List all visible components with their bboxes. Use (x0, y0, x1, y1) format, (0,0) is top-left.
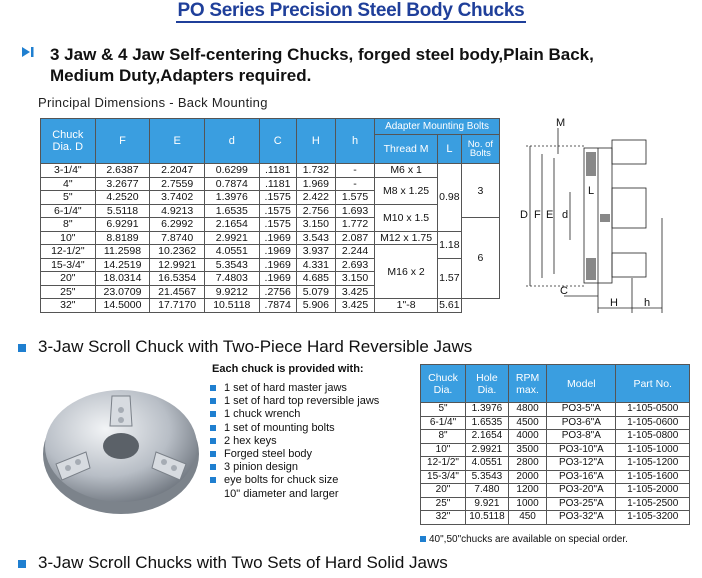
cell-E: 16.5354 (150, 272, 205, 286)
list-item: 1 set of hard top reversible jaws (206, 395, 379, 408)
table-row (421, 470, 690, 484)
cell-F: 5.5118 (95, 204, 150, 218)
cell-d: 9.9212 (204, 285, 259, 299)
cell-F: 14.2519 (95, 258, 150, 272)
cell-C: .7874 (259, 299, 296, 313)
cell-rpm: 1200 (508, 484, 546, 498)
cell-part: 1-105-1000 (616, 443, 690, 457)
cell-part: 1-105-0500 (616, 403, 690, 417)
cell-F: 14.5000 (95, 299, 150, 313)
cell-rpm: 2000 (508, 470, 546, 484)
cell-C: .1181 (259, 164, 296, 178)
cell-F: 8.8189 (95, 231, 150, 245)
cell-H: 5.079 (296, 285, 335, 299)
cell-bolts: 6 (461, 218, 499, 299)
diagram-label-H: H (610, 297, 618, 309)
cell-C: .2756 (259, 285, 296, 299)
model-table (420, 364, 690, 525)
cell-H: 4.685 (296, 272, 335, 286)
square-bullet-icon (210, 464, 216, 470)
dimensions-caption: Principal Dimensions - Back Mounting (38, 95, 268, 110)
th-H: H (296, 119, 335, 164)
cell-rpm: 4800 (508, 403, 546, 417)
special-order-note: 40",50"chucks are available on special order. (420, 534, 628, 545)
cell-model: PO3-6"A (547, 416, 616, 430)
cell-h: 3.425 (335, 285, 374, 299)
cell-E: 2.2047 (150, 164, 205, 178)
cell-part: 1-105-0800 (616, 430, 690, 444)
cell-d: 1.3976 (204, 191, 259, 205)
cell-dia: 15-3/4" (41, 258, 96, 272)
cell-h: 2.087 (335, 231, 374, 245)
cell-chuck: 15-3/4" (421, 470, 466, 484)
chuck-product-image (36, 380, 206, 520)
cell-thread: 1"-8 (375, 299, 438, 313)
diagram-label-C: C (560, 285, 568, 297)
cell-chuck: 32" (421, 511, 466, 525)
list-item: 2 hex keys (206, 435, 379, 448)
cell-part: 1-105-1600 (616, 470, 690, 484)
cell-hole: 1.6535 (466, 416, 509, 430)
th-F: F (95, 119, 150, 164)
cell-F: 23.0709 (95, 285, 150, 299)
th-rpm: RPM max. (508, 365, 546, 403)
list-item: 1 set of hard master jaws (206, 382, 379, 395)
cell-thread: M16 x 2 (375, 245, 438, 299)
cell-model: PO3-32"A (547, 511, 616, 525)
cell-dia: 12-1/2" (41, 245, 96, 259)
cell-H: 3.150 (296, 218, 335, 232)
cell-C: .1969 (259, 245, 296, 259)
cell-E: 17.7170 (150, 299, 205, 313)
square-bullet-icon (210, 385, 216, 391)
th-bolts: No. of Bolts (461, 135, 499, 164)
cell-H: 1.969 (296, 177, 335, 191)
cell-dia: 8" (41, 218, 96, 232)
dimensions-table (40, 118, 500, 313)
table-row (421, 430, 690, 444)
table-row (421, 497, 690, 511)
cell-chuck: 10" (421, 443, 466, 457)
cell-dia: 3-1/4" (41, 164, 96, 178)
table-row (41, 245, 500, 259)
cell-hole: 2.9921 (466, 443, 509, 457)
cell-part: 1-105-2500 (616, 497, 690, 511)
section3-heading: 3-Jaw Scroll Chucks with Two Sets of Hard Solid Jaws (38, 553, 448, 572)
cell-rpm: 1000 (508, 497, 546, 511)
cell-C: .1181 (259, 177, 296, 191)
cell-hole: 9.921 (466, 497, 509, 511)
cell-E: 6.2992 (150, 218, 205, 232)
cell-hole: 10.5118 (466, 511, 509, 525)
cell-C: .1969 (259, 231, 296, 245)
cell-E: 3.7402 (150, 191, 205, 205)
cell-F: 2.6387 (95, 164, 150, 178)
square-bullet-icon (18, 344, 26, 352)
th-thread: Thread M (375, 135, 438, 164)
cell-L: 1.18 (438, 231, 462, 258)
cell-F: 4.2520 (95, 191, 150, 205)
diagram-label-L: L (588, 185, 595, 197)
list-item: 10" diameter and larger (224, 487, 339, 500)
cell-part: 1-105-0600 (616, 416, 690, 430)
cell-model: PO3-25"A (547, 497, 616, 511)
th-C: C (259, 119, 296, 164)
cell-chuck: 6-1/4" (421, 416, 466, 430)
diagram-label-h: h (644, 297, 651, 309)
cell-thread: M6 x 1 (375, 164, 438, 178)
cell-d: 0.7874 (204, 177, 259, 191)
cell-part: 1-105-1200 (616, 457, 690, 471)
th-adapter: Adapter Mounting Bolts (375, 119, 500, 135)
square-bullet-icon (210, 398, 216, 404)
cell-H: 2.422 (296, 191, 335, 205)
cell-F: 3.2677 (95, 177, 150, 191)
table-row (41, 231, 500, 245)
cell-d: 1.6535 (204, 204, 259, 218)
cell-C: .1575 (259, 191, 296, 205)
square-bullet-icon (210, 438, 216, 444)
cell-hole: 2.1654 (466, 430, 509, 444)
diagram-label-E: E (546, 209, 554, 221)
table-row (421, 511, 690, 525)
table-row (421, 457, 690, 471)
table-row (41, 204, 500, 218)
cell-E: 21.4567 (150, 285, 205, 299)
play-arrow-icon (20, 44, 36, 60)
diagram-label-F: F (534, 209, 541, 221)
cell-dia: 4" (41, 177, 96, 191)
cell-hole: 1.3976 (466, 403, 509, 417)
cell-hole: 5.3543 (466, 470, 509, 484)
square-bullet-icon (210, 425, 216, 431)
cell-E: 4.9213 (150, 204, 205, 218)
cell-rpm: 2800 (508, 457, 546, 471)
cell-model: PO3-12"A (547, 457, 616, 471)
cell-L: 0.98 (438, 164, 462, 232)
cell-F: 11.2598 (95, 245, 150, 259)
cell-dia: 32" (41, 299, 96, 313)
cell-E: 2.7559 (150, 177, 205, 191)
cell-dia: 20" (41, 272, 96, 286)
cell-model: PO3-16"A (547, 470, 616, 484)
page-title: PO Series Precision Steel Body Chucks (177, 0, 525, 21)
cell-model: PO3-8"A (547, 430, 616, 444)
cell-dia: 6-1/4" (41, 204, 96, 218)
th-d: d (204, 119, 259, 164)
provided-title: Each chuck is provided with: (212, 363, 364, 375)
cell-h: 2.693 (335, 258, 374, 272)
cell-dia: 5" (41, 191, 96, 205)
th-part: Part No. (616, 365, 690, 403)
cell-part: 1-105-3200 (616, 511, 690, 525)
cell-h: 3.425 (335, 299, 374, 313)
cell-h: 1.772 (335, 218, 374, 232)
diagram-label-M: M (556, 118, 566, 129)
cell-C: .1969 (259, 272, 296, 286)
cell-d: 2.1654 (204, 218, 259, 232)
cell-thread: M8 x 1.25 (375, 177, 438, 204)
list-item: 1 chuck wrench (206, 408, 379, 421)
cell-H: 3.937 (296, 245, 335, 259)
diagram-label-d: d (562, 209, 569, 221)
cell-H: 5.906 (296, 299, 335, 313)
cell-hole: 4.0551 (466, 457, 509, 471)
cell-E: 12.9921 (150, 258, 205, 272)
cell-C: .1575 (259, 204, 296, 218)
cell-model: PO3-10"A (547, 443, 616, 457)
th-chuck-dia: Chuck Dia. (421, 365, 466, 403)
cell-H: 1.732 (296, 164, 335, 178)
table-row (421, 403, 690, 417)
cell-E: 10.2362 (150, 245, 205, 259)
provided-list (206, 382, 379, 501)
cell-rpm: 4500 (508, 416, 546, 430)
cell-model: PO3-20"A (547, 484, 616, 498)
cell-d: 7.4803 (204, 272, 259, 286)
cell-C: .1969 (259, 258, 296, 272)
cell-h: - (335, 164, 374, 178)
cell-d: 10.5118 (204, 299, 259, 313)
cell-dia: 25" (41, 285, 96, 299)
cell-L: 1.57 (438, 258, 462, 299)
cell-thread: M12 x 1.75 (375, 231, 438, 245)
cell-chuck: 25" (421, 497, 466, 511)
cell-d: 2.9921 (204, 231, 259, 245)
diagram-label-D: D (520, 209, 528, 221)
cell-dia: 10" (41, 231, 96, 245)
cell-L: 5.61 (439, 299, 460, 312)
cell-h: 3.150 (335, 272, 374, 286)
cell-part: 1-105-2000 (616, 484, 690, 498)
th-E: E (150, 119, 205, 164)
cell-rpm: 450 (508, 511, 546, 525)
cell-thread: M10 x 1.5 (375, 204, 438, 231)
cell-E: 7.8740 (150, 231, 205, 245)
cell-H: 2.756 (296, 204, 335, 218)
cell-d: 4.0551 (204, 245, 259, 259)
square-bullet-icon (210, 451, 216, 457)
square-bullet-icon (210, 411, 216, 417)
table-row (421, 416, 690, 430)
square-bullet-icon (18, 560, 26, 568)
cell-rpm: 3500 (508, 443, 546, 457)
list-item: 1 set of mounting bolts (206, 422, 379, 435)
cell-h: - (335, 177, 374, 191)
table-row (41, 177, 500, 191)
list-item: 3 pinion design (206, 461, 379, 474)
square-bullet-icon (210, 477, 216, 483)
table-row (41, 299, 500, 313)
chuck-cross-section-diagram (512, 118, 680, 318)
cell-H: 3.543 (296, 231, 335, 245)
cell-chuck: 8" (421, 430, 466, 444)
cell-H: 4.331 (296, 258, 335, 272)
list-item: Forged steel body (206, 448, 379, 461)
cell-model: PO3-5"A (547, 403, 616, 417)
cell-chuck: 20" (421, 484, 466, 498)
cell-F: 18.0314 (95, 272, 150, 286)
cell-chuck: 5" (421, 403, 466, 417)
cell-F: 6.9291 (95, 218, 150, 232)
list-item: eye bolts for chuck size (206, 474, 379, 487)
th-model: Model (547, 365, 616, 403)
th-hole-dia: Hole Dia. (466, 365, 509, 403)
cell-C: .1575 (259, 218, 296, 232)
table-row (41, 164, 500, 178)
section1-heading: 3 Jaw & 4 Jaw Self-centering Chucks, forged steel body,Plain Back, Medium Duty,Adapters required. (50, 45, 594, 85)
cell-bolts: 3 (461, 164, 499, 218)
square-bullet-icon (420, 536, 426, 542)
th-chuck-dia: Chuck Dia. D (41, 119, 96, 164)
th-h: h (335, 119, 374, 164)
cell-d: 5.3543 (204, 258, 259, 272)
table-row (421, 443, 690, 457)
cell-h: 2.244 (335, 245, 374, 259)
cell-chuck: 12-1/2" (421, 457, 466, 471)
section2-heading: 3-Jaw Scroll Chuck with Two-Piece Hard Reversible Jaws (38, 337, 473, 356)
th-L: L (438, 135, 462, 164)
cell-rpm: 4000 (508, 430, 546, 444)
cell-h: 1.575 (335, 191, 374, 205)
table-row (421, 484, 690, 498)
cell-hole: 7.480 (466, 484, 509, 498)
cell-h: 1.693 (335, 204, 374, 218)
cell-d: 0.6299 (204, 164, 259, 178)
